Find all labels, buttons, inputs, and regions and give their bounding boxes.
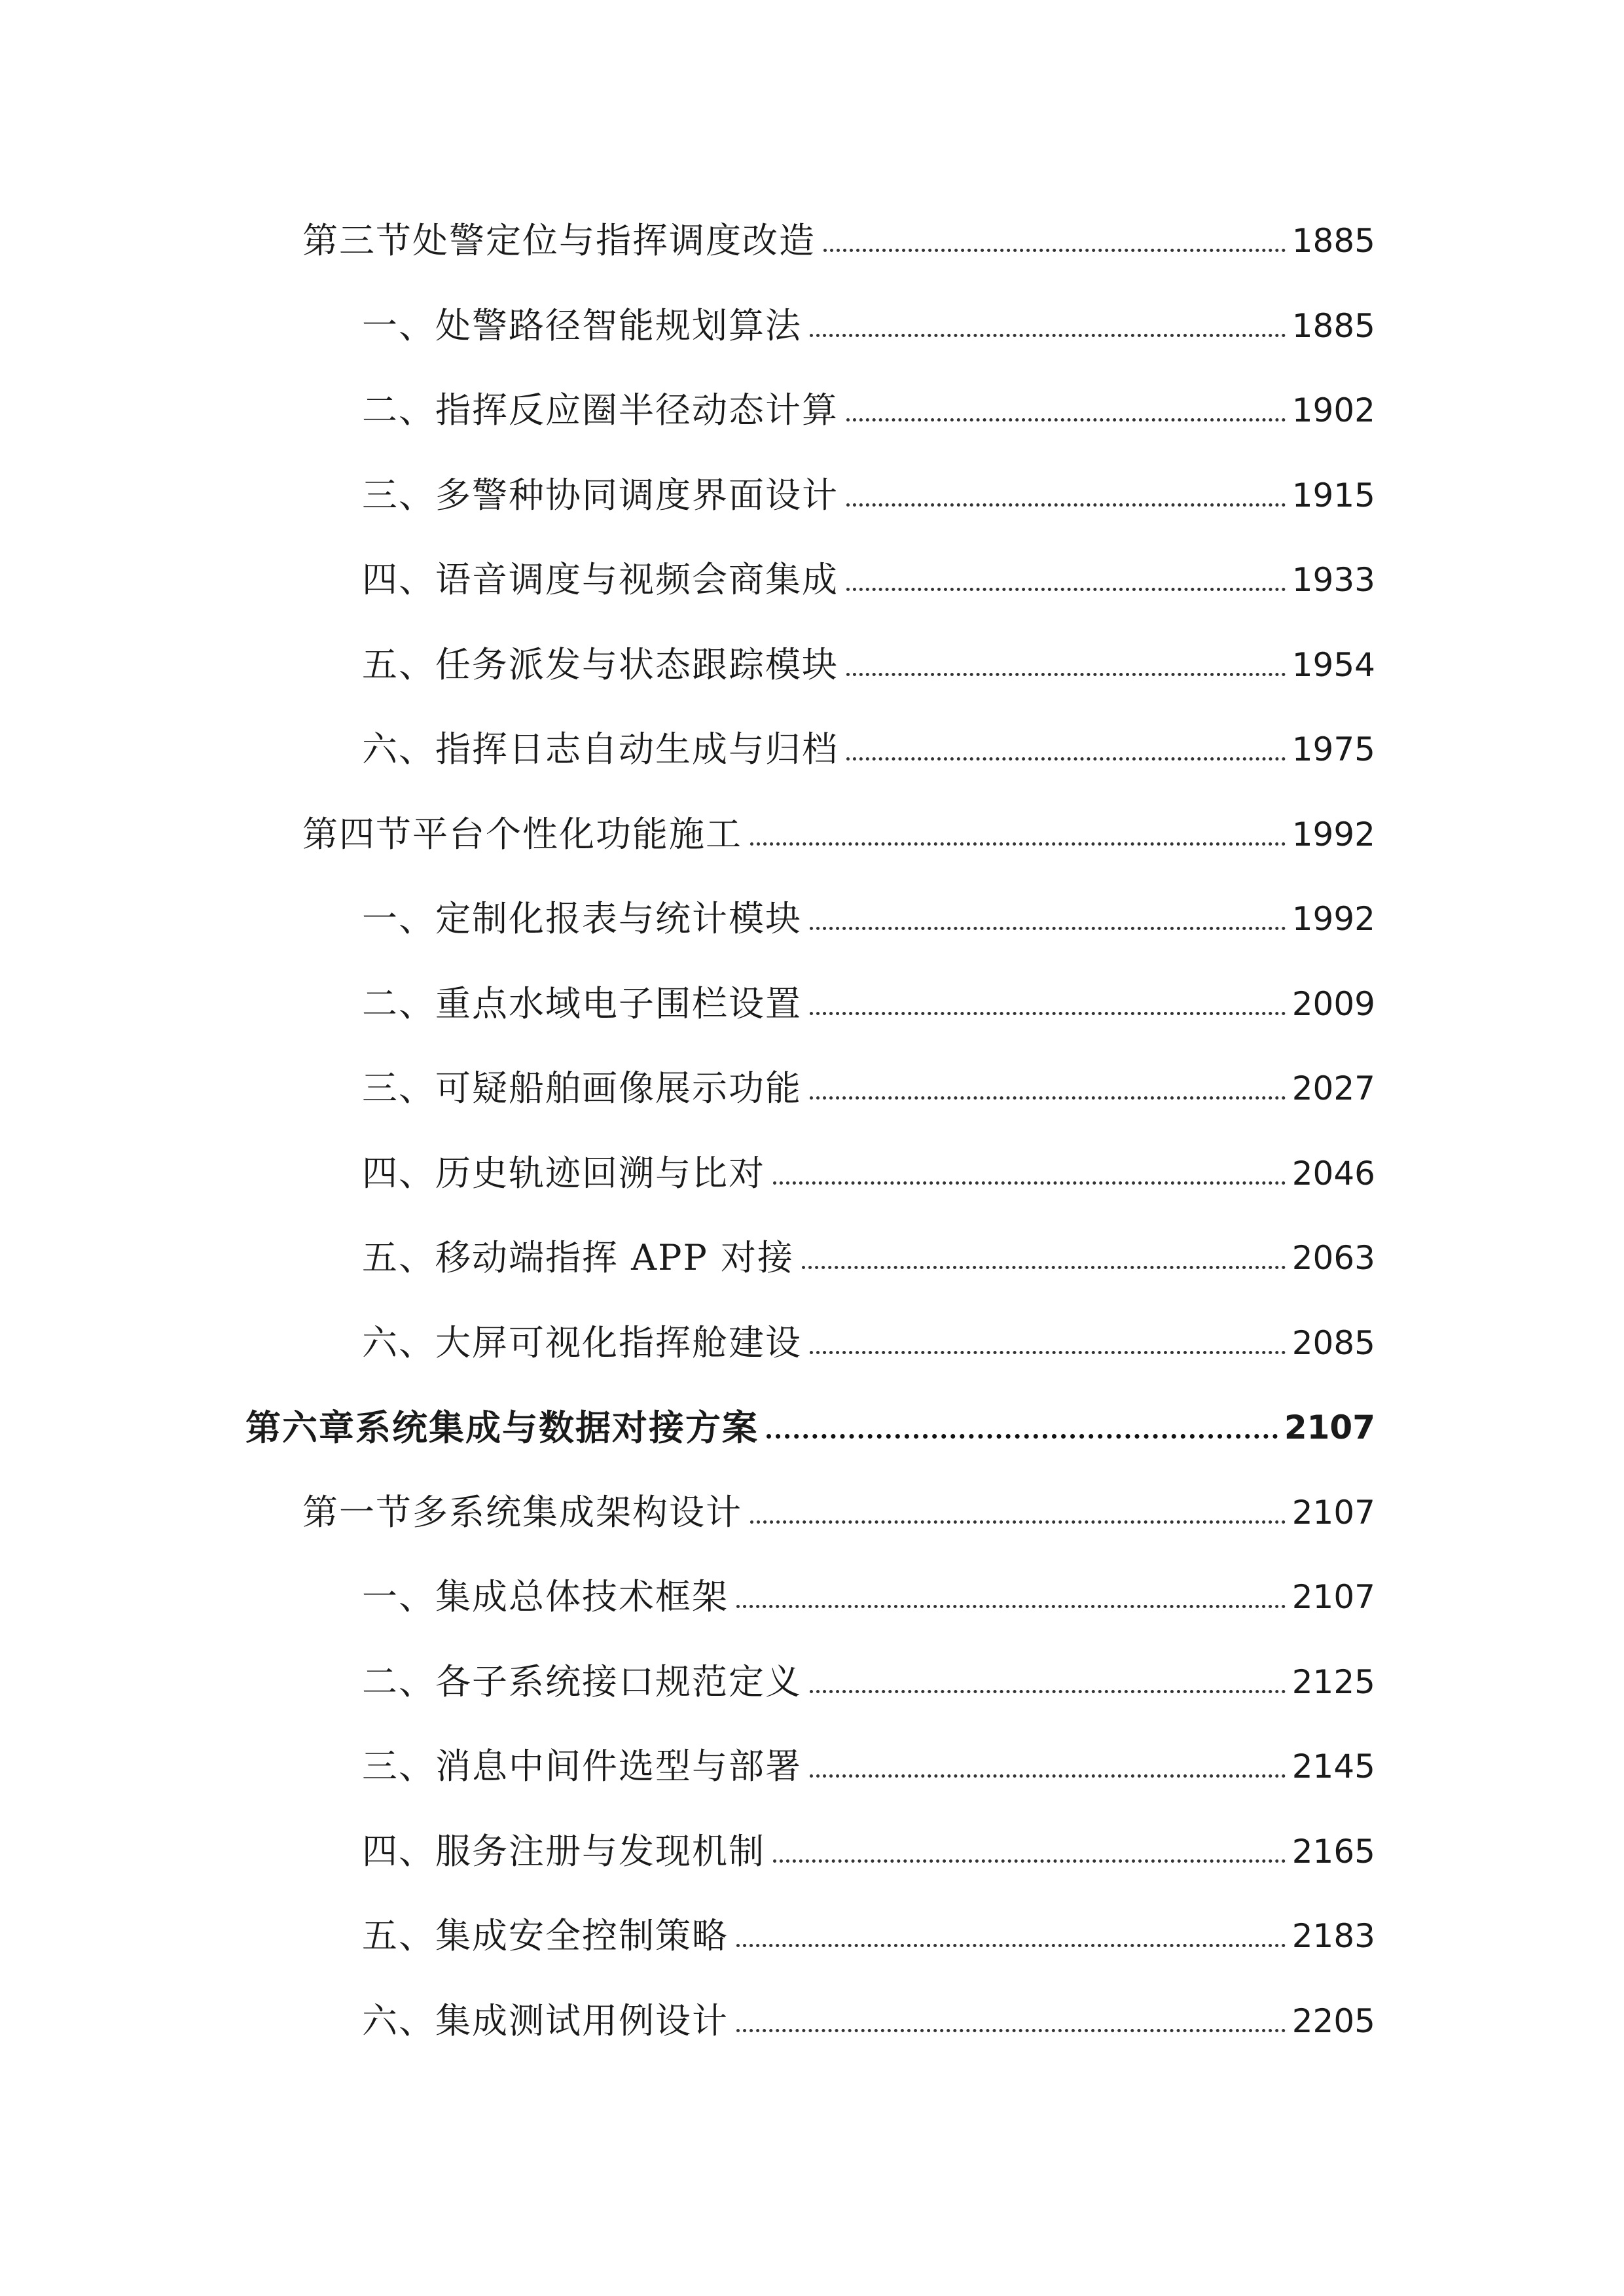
toc-entry-title: 第一节多系统集成架构设计 xyxy=(302,1492,742,1533)
dot-leader xyxy=(810,927,1286,930)
toc-entry-item[interactable] xyxy=(362,1566,1375,1618)
toc-entry-title: 五、集成安全控制策略 xyxy=(362,1915,729,1956)
dot-leader xyxy=(846,418,1286,422)
dot-leader xyxy=(736,1605,1286,1608)
toc-entry-title: 一、处警路径智能规划算法 xyxy=(362,305,802,346)
toc-entry-item[interactable] xyxy=(362,548,1375,601)
toc-entry-page-number: 2165 xyxy=(1291,1833,1375,1871)
toc-entry-item[interactable] xyxy=(362,888,1375,940)
toc-entry-title: 三、多警种协同调度界面设计 xyxy=(362,475,839,516)
toc-entry-section[interactable] xyxy=(302,1481,1375,1534)
toc-entry-page-number: 1975 xyxy=(1291,730,1375,768)
toc-entry-page-number: 2107 xyxy=(1284,1408,1375,1446)
dot-leader xyxy=(736,2029,1286,2032)
toc-entry-item[interactable] xyxy=(362,295,1375,347)
toc-entry-title: 五、任务派发与状态跟踪模块 xyxy=(362,644,839,685)
toc-entry-item[interactable] xyxy=(362,973,1375,1025)
toc-entry-title: 六、集成测试用例设计 xyxy=(362,2000,729,2041)
toc-entry-item[interactable] xyxy=(362,379,1375,431)
toc-entry-title: 五、移动端指挥 APP 对接 xyxy=(362,1237,794,1278)
dot-leader xyxy=(846,588,1286,591)
dot-leader xyxy=(810,334,1286,337)
toc-entry-item[interactable] xyxy=(362,1312,1375,1364)
toc-entry-page-number: 2183 xyxy=(1291,1917,1375,1955)
dot-leader xyxy=(846,757,1286,761)
dot-leader xyxy=(750,842,1286,846)
toc-entry-page-number: 2145 xyxy=(1291,1748,1375,1785)
toc-entry-title: 第六章系统集成与数据对接方案 xyxy=(245,1407,759,1448)
toc-entry-item[interactable] xyxy=(362,634,1375,686)
toc-entry-title: 三、消息中间件选型与部署 xyxy=(362,1746,802,1787)
toc-entry-item[interactable] xyxy=(362,718,1375,770)
toc-entry-title: 四、历史轨迹回溯与比对 xyxy=(362,1153,765,1194)
toc-entry-title: 三、可疑船舶画像展示功能 xyxy=(362,1067,802,1109)
toc-entry-title: 第四节平台个性化功能施工 xyxy=(302,814,742,855)
toc-entry-page-number: 2085 xyxy=(1291,1324,1375,1362)
toc-entry-page-number: 1933 xyxy=(1291,561,1375,599)
toc-entry-item[interactable] xyxy=(362,464,1375,516)
toc-entry-item[interactable] xyxy=(362,1735,1375,1787)
toc-entry-page-number: 1885 xyxy=(1291,222,1375,260)
dot-leader xyxy=(750,1520,1286,1524)
toc-entry-page-number: 2107 xyxy=(1291,1494,1375,1532)
toc-entry-item[interactable] xyxy=(362,1142,1375,1194)
dot-leader xyxy=(810,1012,1286,1015)
dot-leader xyxy=(846,503,1286,507)
dot-leader xyxy=(810,1351,1286,1354)
toc-entry-page-number: 1992 xyxy=(1291,900,1375,938)
toc-entry-title: 四、服务注册与发现机制 xyxy=(362,1831,765,1872)
toc-entry-item[interactable] xyxy=(362,1651,1375,1703)
toc-entry-title: 二、各子系统接口规范定义 xyxy=(362,1661,802,1702)
dot-leader xyxy=(823,249,1286,252)
toc-entry-page-number: 2063 xyxy=(1291,1239,1375,1277)
dot-leader xyxy=(846,673,1286,676)
toc-entry-page-number: 1902 xyxy=(1291,391,1375,429)
dot-leader xyxy=(736,1944,1286,1947)
toc-entry-title: 一、集成总体技术框架 xyxy=(362,1576,729,1617)
dot-leader xyxy=(810,1690,1286,1693)
dot-leader xyxy=(810,1774,1286,1778)
toc-entry-page-number: 2205 xyxy=(1291,2002,1375,2040)
toc-entry-page-number: 2027 xyxy=(1291,1069,1375,1107)
toc-entry-page-number: 1885 xyxy=(1291,307,1375,345)
toc-entry-title: 六、指挥日志自动生成与归档 xyxy=(362,728,839,770)
toc-entry-page-number: 2046 xyxy=(1291,1155,1375,1193)
toc-entry-title: 第三节处警定位与指挥调度改造 xyxy=(302,220,816,261)
toc-entry-page-number: 1954 xyxy=(1291,646,1375,684)
toc-entry-page-number: 1915 xyxy=(1291,476,1375,514)
dot-leader xyxy=(810,1096,1286,1100)
toc-entry-item[interactable] xyxy=(362,1820,1375,1873)
toc-entry-section[interactable] xyxy=(302,209,1375,262)
dot-leader xyxy=(773,1181,1286,1185)
dot-leader xyxy=(773,1859,1286,1863)
toc-entry-page-number: 2009 xyxy=(1291,985,1375,1023)
dot-leader xyxy=(767,1434,1278,1439)
toc-entry-title: 一、定制化报表与统计模块 xyxy=(362,898,802,939)
toc-entry-title: 二、指挥反应圈半径动态计算 xyxy=(362,389,839,431)
toc-entry-item[interactable] xyxy=(362,1057,1375,1109)
toc-entry-page-number: 2125 xyxy=(1291,1663,1375,1701)
toc-entry-section[interactable] xyxy=(302,803,1375,855)
toc-entry-title: 六、大屏可视化指挥舱建设 xyxy=(362,1322,802,1363)
toc-entry-page-number: 2107 xyxy=(1291,1578,1375,1616)
toc-entry-item[interactable] xyxy=(362,1227,1375,1279)
toc-entry-chapter[interactable] xyxy=(245,1396,1375,1448)
dot-leader xyxy=(802,1266,1286,1269)
toc-entry-page-number: 1992 xyxy=(1291,816,1375,853)
toc-entry-title: 四、语音调度与视频会商集成 xyxy=(362,559,839,600)
toc-entry-item[interactable] xyxy=(362,1990,1375,2042)
toc-entry-item[interactable] xyxy=(362,1905,1375,1957)
toc-entry-title: 二、重点水域电子围栏设置 xyxy=(362,983,802,1024)
